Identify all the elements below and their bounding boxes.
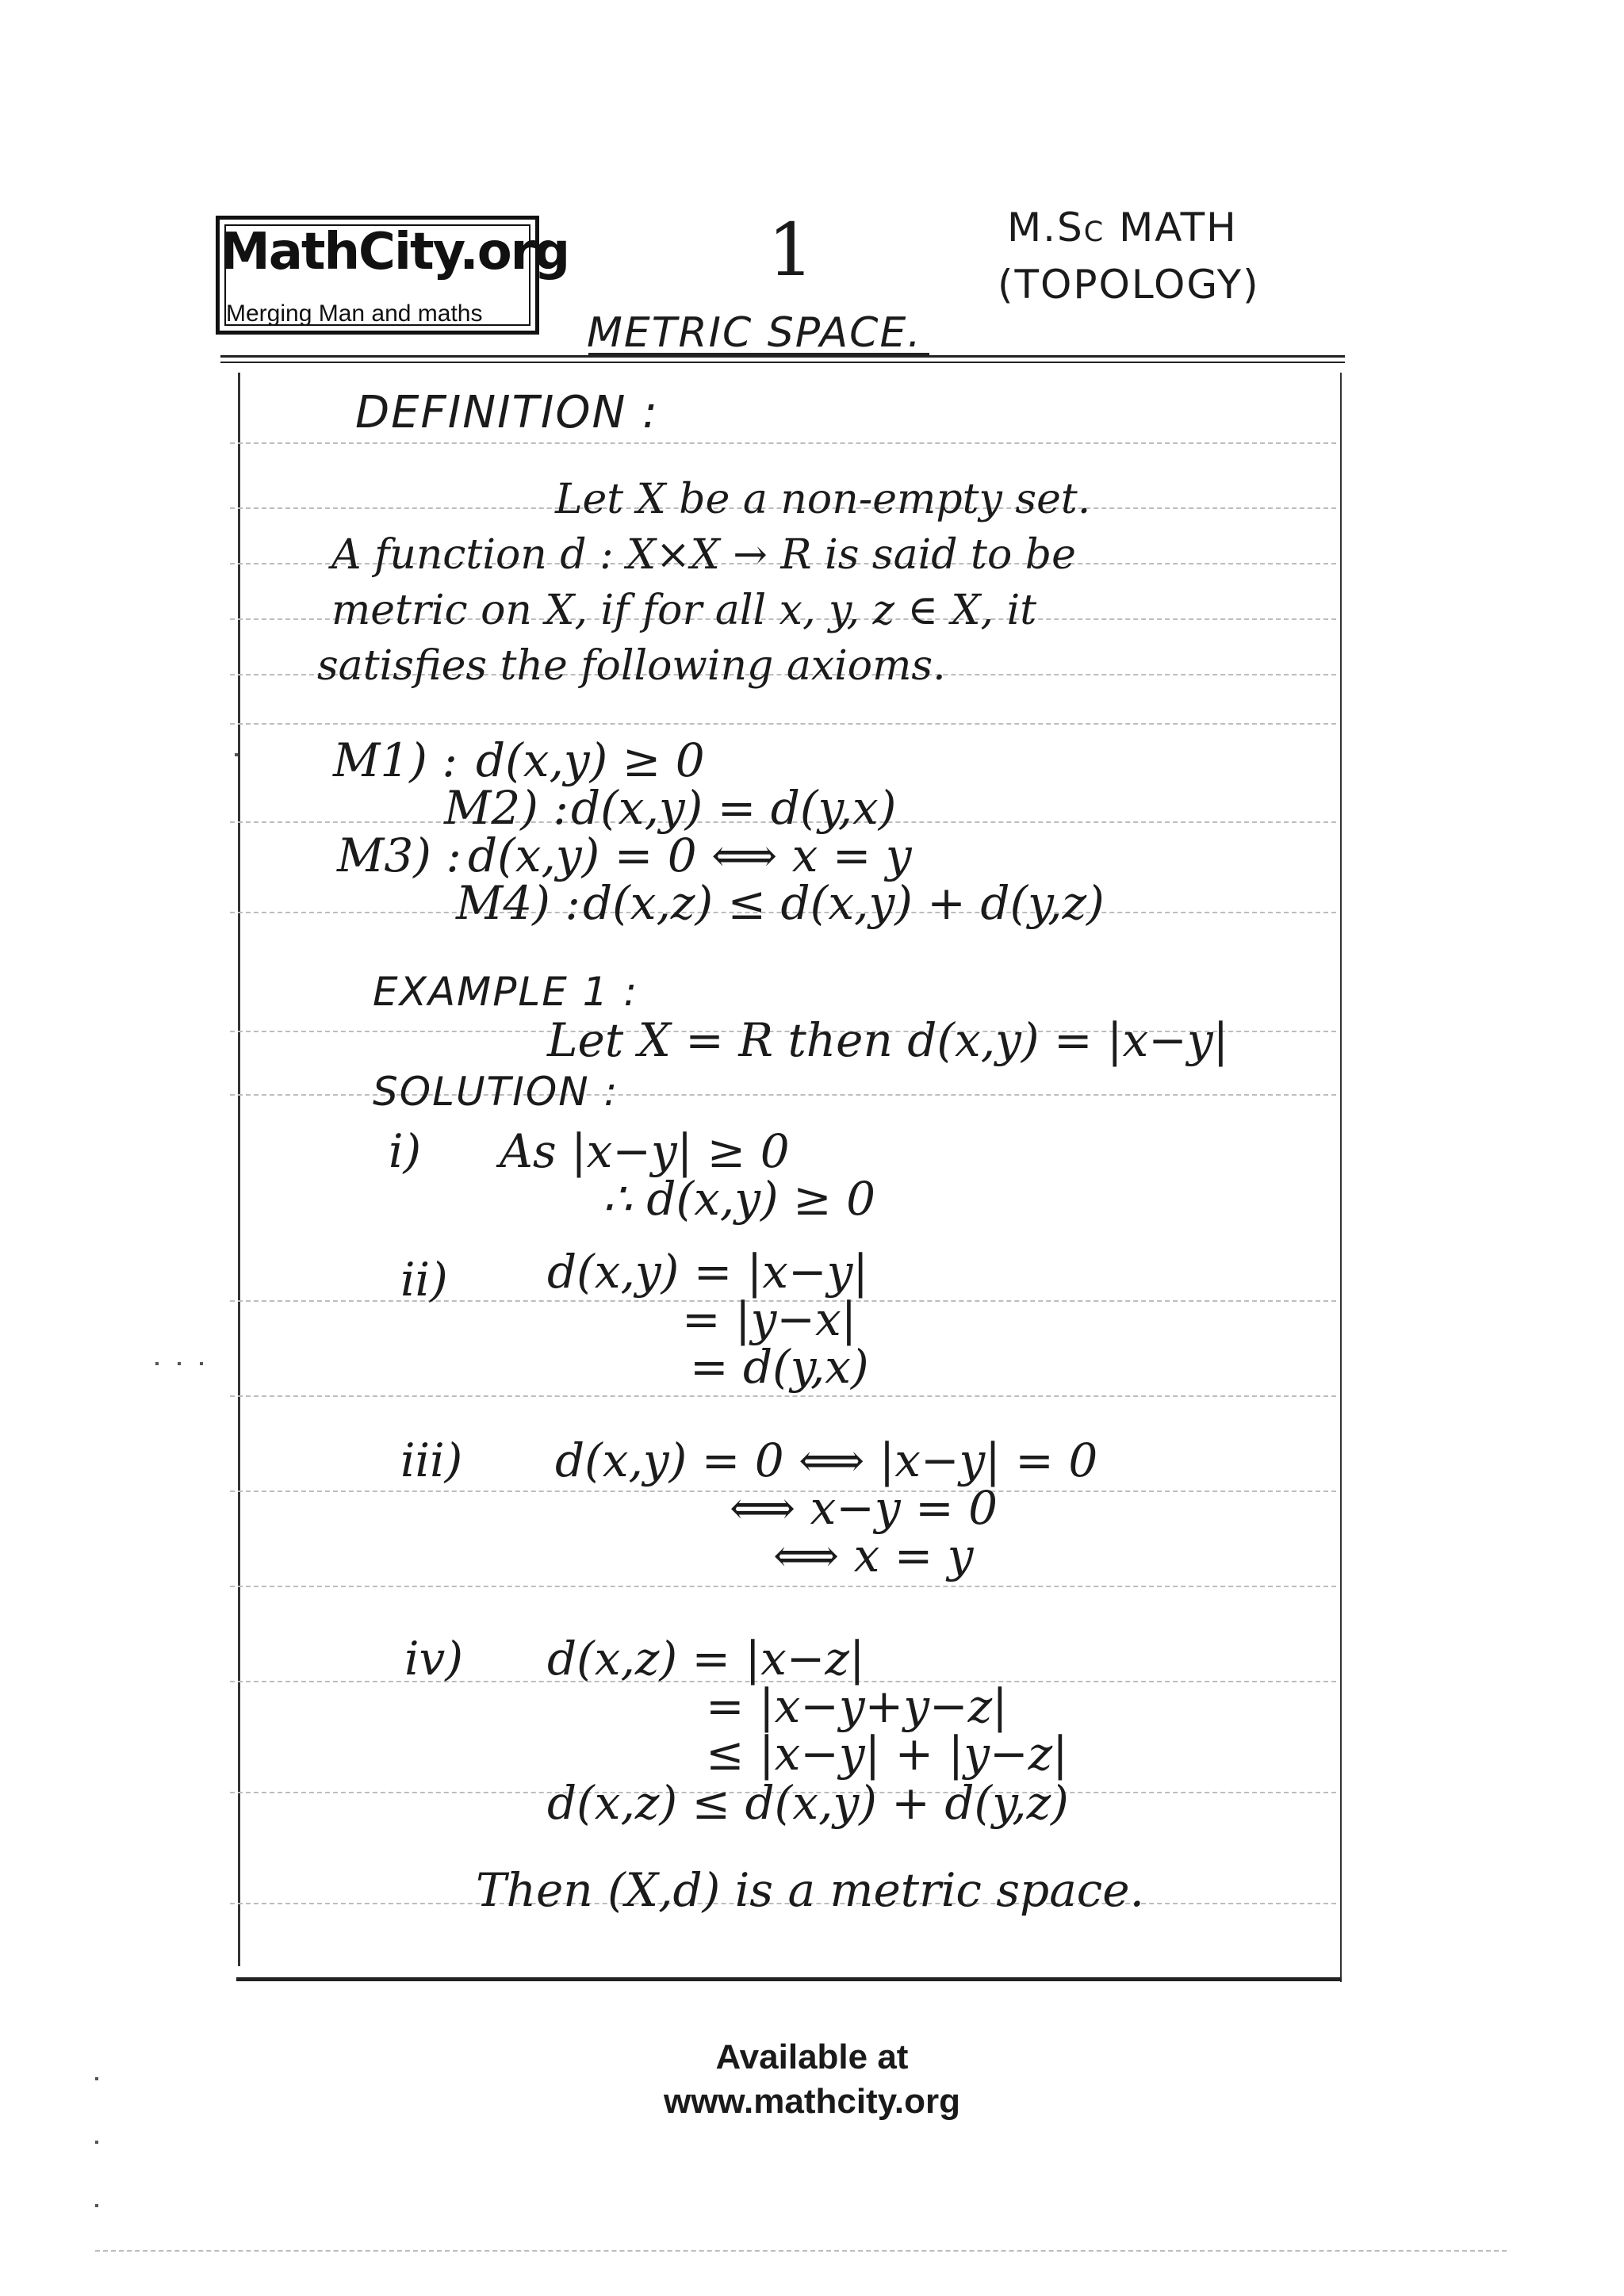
scan-speck	[178, 1362, 181, 1365]
ruled-line	[230, 723, 1336, 725]
course-line-2: (TOPOLOGY)	[998, 262, 1260, 308]
solution-line: d(x,y) = 0 ⟺ |x−y| = 0	[555, 1433, 1098, 1487]
example-heading: EXAMPLE 1 :	[373, 969, 639, 1015]
header-rule-2	[220, 362, 1345, 363]
solution-line: = d(y,x)	[690, 1340, 869, 1394]
scan-speck	[235, 753, 238, 756]
definition-line: metric on X, if for all x, y, z ∈ X, it	[331, 587, 1037, 634]
solution-conclusion: Then (X,d) is a metric space.	[476, 1863, 1145, 1917]
solution-line: ⟺ x = y	[773, 1529, 974, 1582]
part-label: iii)	[400, 1433, 463, 1487]
scan-speck	[95, 2141, 98, 2144]
solution-line: = |x−y+y−z|	[706, 1679, 1008, 1733]
axiom-label: M2) :	[444, 781, 569, 835]
ruled-line	[230, 442, 1336, 444]
left-margin-line	[238, 373, 240, 1966]
page-title: METRIC SPACE.	[587, 309, 922, 357]
definition-heading: DEFINITION :	[355, 387, 659, 438]
part-label: i)	[389, 1124, 422, 1178]
axiom-text: d(x,z) ≤ d(x,y) + d(y,z)	[583, 876, 1105, 930]
solution-line: d(x,y) = |x−y|	[547, 1245, 868, 1299]
page-number: 1	[768, 208, 814, 293]
bottom-rule	[236, 1977, 1342, 1981]
solution-line: ⟺ x−y = 0	[730, 1481, 998, 1535]
definition-line: Let X be a non-empty set.	[555, 476, 1091, 523]
logo-tagline: Merging Man and maths	[226, 300, 483, 327]
part-label: iv)	[404, 1632, 463, 1686]
axiom-label: M1) :	[333, 733, 458, 787]
footer-available: Available at	[715, 2038, 909, 2076]
course-line-1: M.Sc MATH	[1007, 205, 1238, 251]
right-margin-line	[1340, 373, 1342, 1982]
logo-name: MathCity.org	[220, 223, 569, 281]
axiom-text: d(x,y) ≥ 0	[476, 733, 705, 787]
scan-speck	[200, 1362, 203, 1365]
mathcity-logo	[216, 216, 569, 335]
definition-line: satisfies the following axioms.	[317, 642, 946, 690]
part-label: ii)	[400, 1253, 448, 1307]
solution-line: ≤ |x−y| + |y−z|	[706, 1727, 1068, 1781]
solution-line: As |x−y| ≥ 0	[500, 1124, 790, 1178]
ruled-line	[230, 1586, 1336, 1587]
scan-edge-line	[95, 2250, 1507, 2252]
axiom-text: d(x,y) = 0 ⟺ x = y	[468, 828, 912, 882]
axiom-label: M3) :	[337, 828, 462, 882]
definition-line: A function d : X×X → R is said to be	[331, 531, 1076, 579]
header-rule	[220, 355, 1345, 358]
footer-url: www.mathcity.org	[663, 2082, 961, 2121]
solution-line: = |y−x|	[682, 1292, 857, 1346]
solution-line: ∴ d(x,y) ≥ 0	[603, 1172, 876, 1226]
scan-speck	[95, 2077, 98, 2080]
example-statement: Let X = R then d(x,y) = |x−y|	[547, 1013, 1229, 1067]
axiom-label: M4) :	[456, 876, 580, 930]
axiom-text: d(x,y) = d(y,x)	[571, 781, 897, 835]
scan-speck	[155, 1362, 159, 1365]
solution-heading: SOLUTION :	[373, 1069, 619, 1115]
solution-line: d(x,z) = |x−z|	[547, 1632, 865, 1686]
ruled-line	[230, 1395, 1336, 1397]
solution-line: d(x,z) ≤ d(x,y) + d(y,z)	[547, 1776, 1069, 1830]
scan-speck	[95, 2204, 98, 2207]
